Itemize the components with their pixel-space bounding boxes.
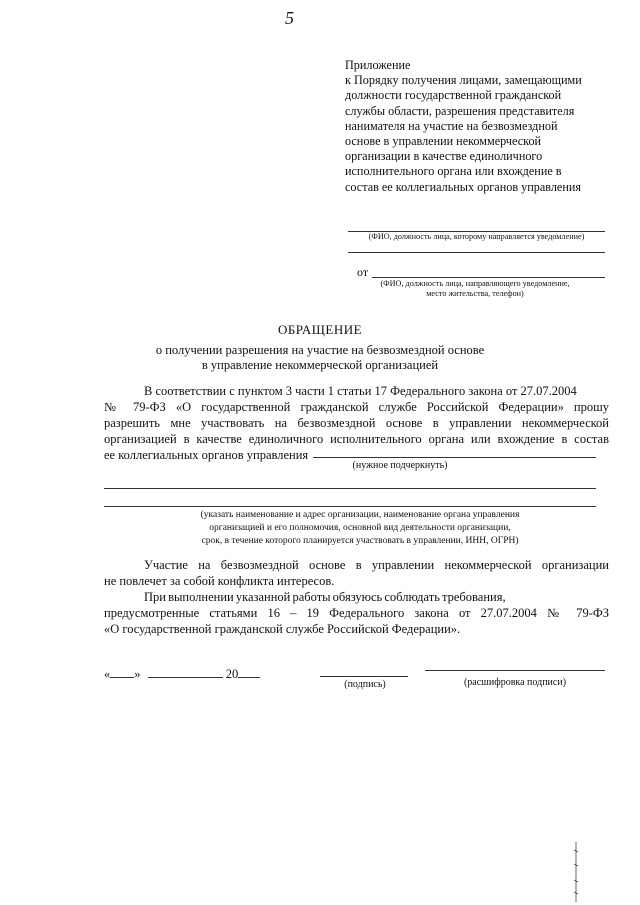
date-field	[104, 665, 260, 682]
subtitle-line: в управление некоммерческой организацией	[201, 358, 439, 372]
quote-close: »	[134, 667, 141, 681]
appendix-line: состав ее коллегиальных органов управления	[345, 179, 581, 194]
appendix-line: основе в управлении некоммерческой	[345, 134, 542, 149]
organization-line-1[interactable]	[104, 488, 596, 489]
paragraph-line: Участие на безвозмездной основе в управлении некоммерческой организации	[144, 558, 609, 572]
organization-hint-line: (указать наименование и адрес организации, наименование органа управления	[200, 510, 520, 520]
paragraph-line: При выполнении указанной работы обязуюсь соблюдать требования,	[144, 590, 506, 604]
recipient-line-2[interactable]	[348, 252, 605, 253]
appendix-line: к Порядку получения лицами, замещающими	[345, 73, 582, 88]
management-body-line[interactable]	[313, 457, 596, 458]
signature-decode-line[interactable]	[425, 670, 605, 671]
appendix-line: организации в качестве единоличного	[345, 149, 543, 164]
paragraph-line: ее коллегиальных органов управления	[104, 448, 309, 462]
month-field[interactable]	[148, 665, 223, 678]
signature-decode-label: (расшифровка подписи)	[463, 677, 567, 688]
year-prefix: 20	[225, 667, 239, 681]
obligation-paragraph	[104, 589, 609, 637]
scan-margin-mark	[572, 842, 580, 902]
organization-hint	[150, 509, 570, 548]
paragraph-line: разрешить мне участвовать на безвозмездной основе в управлении некоммерческой	[104, 416, 609, 430]
signature-label: (подпись)	[344, 679, 386, 690]
day-field[interactable]	[110, 665, 134, 678]
recipient-hint: (ФИО, должность лица, которому направляется уведомление)	[368, 232, 585, 241]
appendix-line: Приложение	[345, 58, 411, 72]
appendix-line: службы области, разрешения представителя	[345, 103, 575, 118]
request-paragraph	[104, 383, 609, 463]
organization-hint-line: срок, в течение которого планируется участвовать в управлении, ИНН, ОГРН)	[201, 536, 519, 546]
sender-hint-1: (ФИО, должность лица, направляющего уведомление,	[380, 279, 570, 288]
appendix-line: должности государственной гражданской	[345, 88, 562, 103]
paragraph-line: В соответствии с пунктом 3 части 1 статьи 17 Федерального закона от 27.07.2004	[144, 384, 577, 398]
page-number: 5	[285, 8, 294, 28]
appendix-line: исполнительного органа или вхождение в	[345, 164, 562, 179]
organization-hint-line: организацией и его полномочия, основной вид деятельности организации,	[209, 523, 511, 533]
organization-line-2[interactable]	[104, 506, 596, 507]
appendix-block	[345, 58, 615, 195]
paragraph-line: «О государственной гражданской службе Российской Федерации».	[104, 622, 461, 636]
year-field[interactable]	[238, 665, 260, 678]
paragraph-line: организацией в качестве единоличного исполнительного органа или вхождение в состав	[104, 432, 609, 446]
paragraph-line: не повлечет за собой конфликта интересов.	[104, 574, 335, 588]
sender-hint-2: место жительства, телефон)	[426, 289, 524, 298]
paragraph-line: предусмотренные статьями 16 – 19 Федерального закона от 27.07.2004 № 79-ФЗ	[104, 606, 609, 620]
quote-open: «	[104, 667, 111, 681]
no-conflict-paragraph	[104, 557, 609, 589]
appendix-line: нанимателя на участие на безвозмездной	[345, 118, 558, 133]
signature-line[interactable]	[320, 676, 408, 677]
document-title: ОБРАЩЕНИЕ	[277, 322, 363, 337]
from-label: от	[357, 265, 369, 279]
subtitle-line: о получении разрешения на участие на безвозмездной основе	[155, 343, 485, 357]
paragraph-line: № 79-ФЗ «О государственной гражданской службе Российской Федерации» прошу	[104, 400, 609, 414]
document-subtitle	[0, 343, 640, 373]
underline-hint: (нужное подчеркнуть)	[352, 460, 448, 471]
sender-line[interactable]	[372, 277, 605, 278]
